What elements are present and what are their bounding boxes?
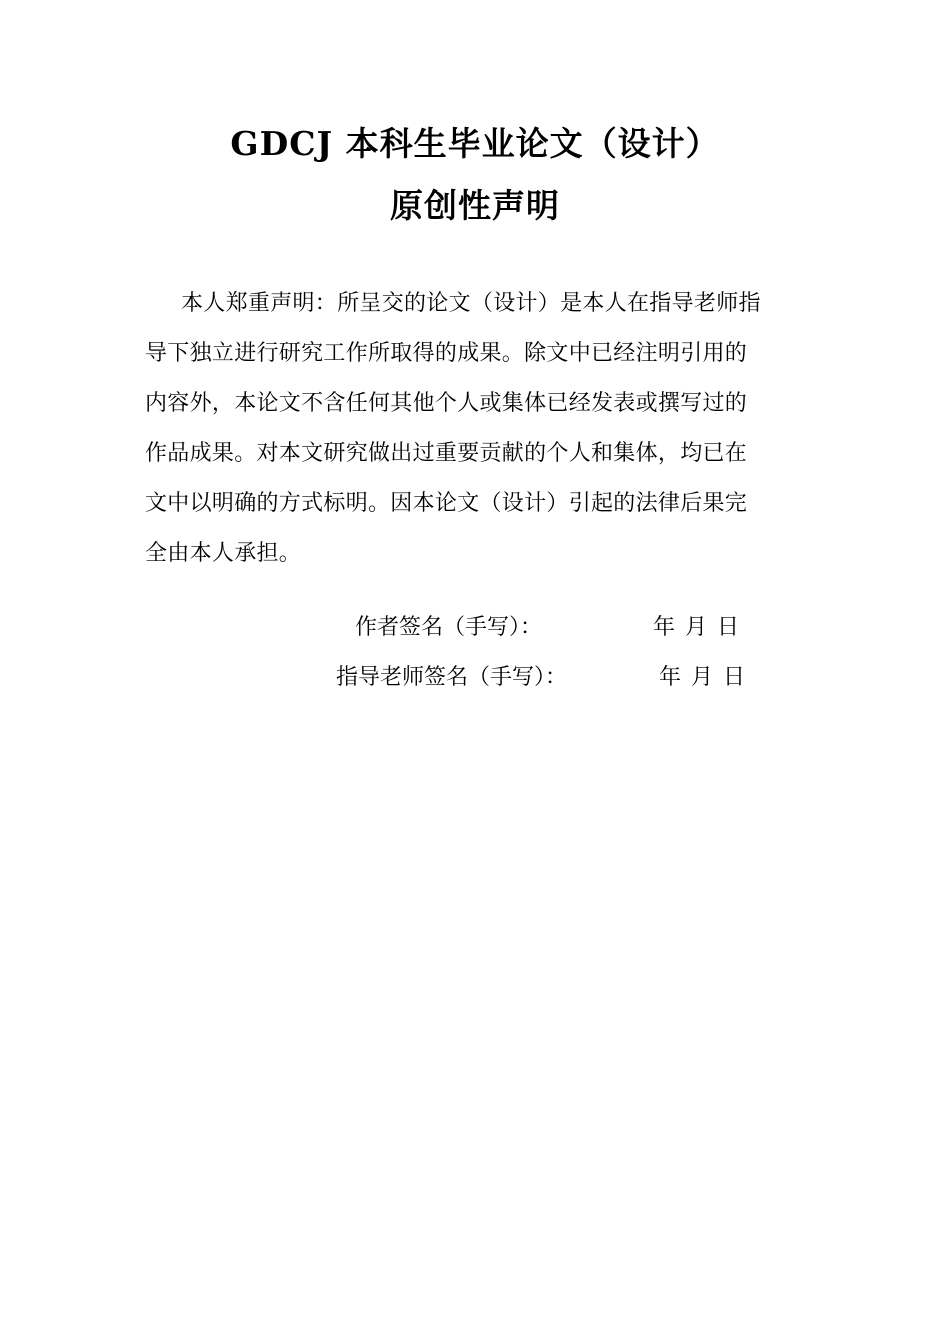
date-day-label: 日 (723, 665, 746, 690)
declaration-line: 作品成果。对本文研究做出过重要贡献的个人和集体，均已在 (145, 441, 748, 466)
declaration-line: 本人郑重声明：所呈交的论文（设计）是本人在指导老师指 (181, 291, 761, 316)
date-year-label: 年 (653, 615, 676, 640)
document-subtitle: 原创性声明 (390, 186, 560, 225)
date-day-label: 日 (717, 615, 740, 640)
date-month-label: 月 (685, 615, 708, 640)
advisor-signature-label: 指导老师签名（手写）： (336, 665, 568, 690)
declaration-line: 内容外，本论文不含任何其他个人或集体已经发表或撰写过的 (145, 391, 748, 416)
author-signature-label: 作者签名（手写）： (355, 615, 543, 640)
date-year-label: 年 (659, 665, 682, 690)
declaration-line: 导下独立进行研究工作所取得的成果。除文中已经注明引用的 (145, 341, 748, 366)
document-title: GDCJ 本科生毕业论文（设计） (230, 124, 720, 163)
declaration-line: 文中以明确的方式标明。因本论文（设计）引起的法律后果完 (145, 491, 748, 516)
date-month-label: 月 (691, 665, 714, 690)
declaration-line: 全由本人承担。 (145, 541, 302, 566)
advisor-signature-date (659, 664, 745, 692)
author-signature-date (653, 614, 739, 642)
